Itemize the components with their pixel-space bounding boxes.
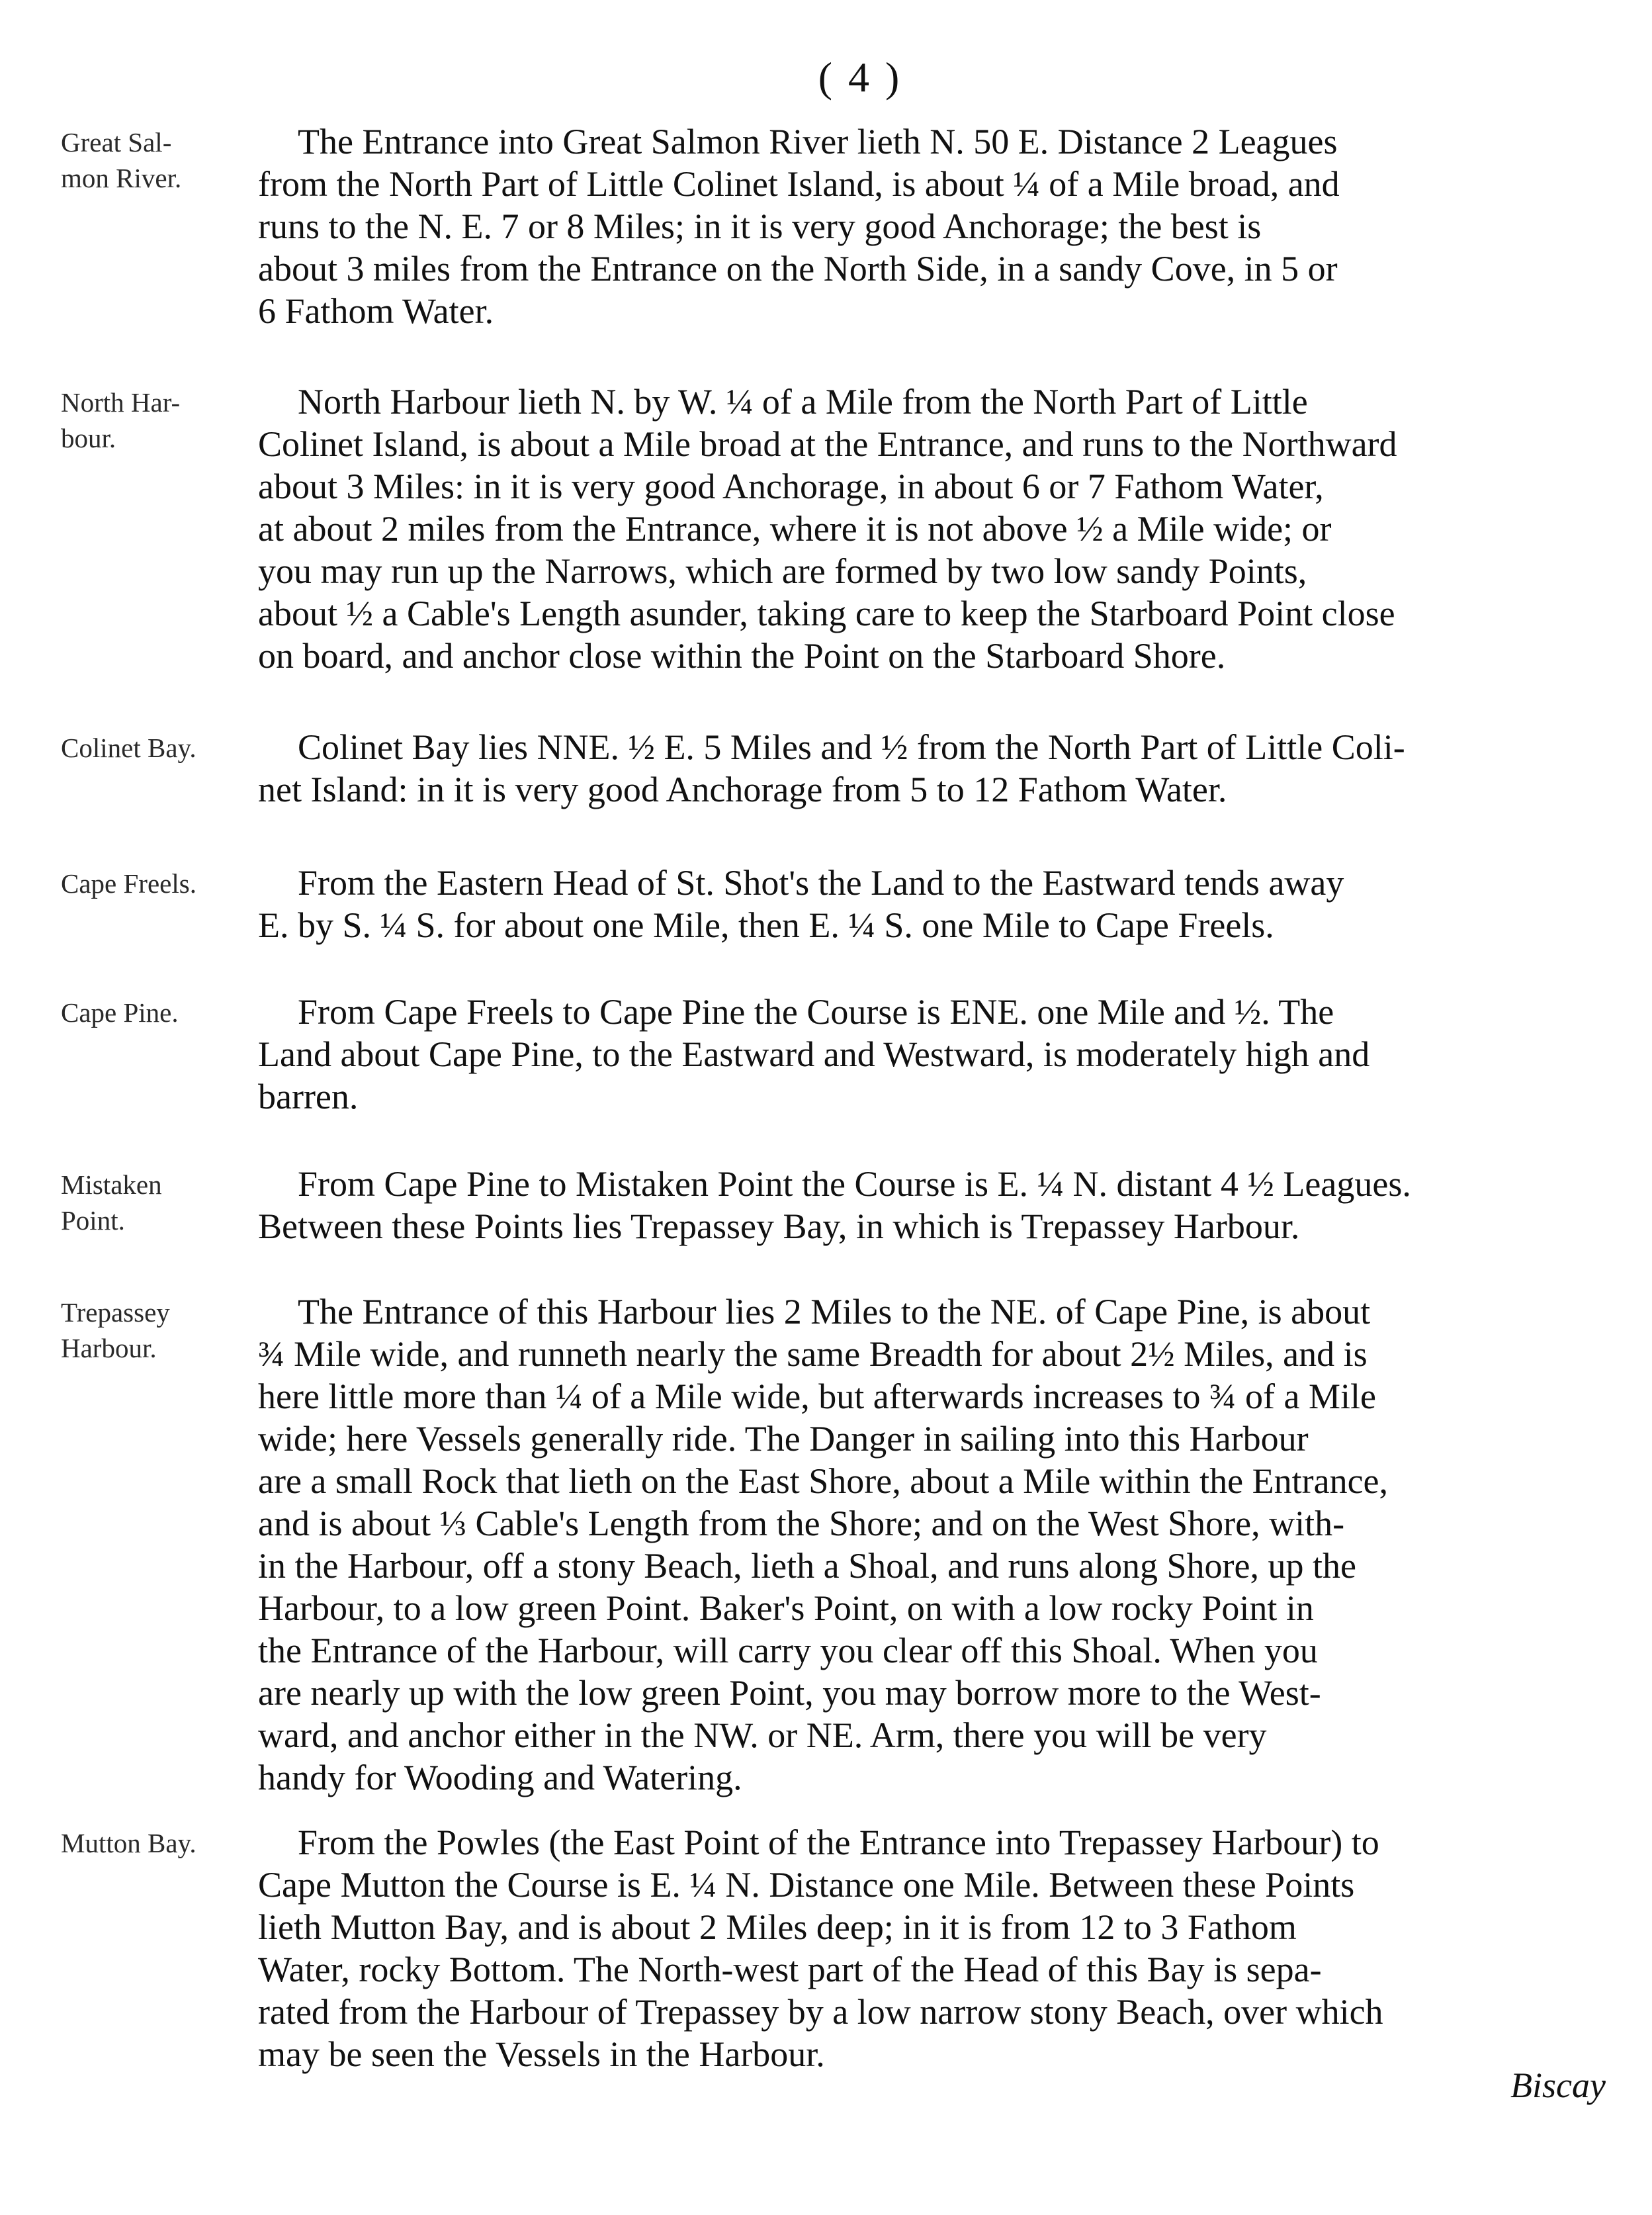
paragraph <box>258 1290 1601 1799</box>
margin-note-line: Trepassey <box>61 1297 170 1328</box>
paragraph-line: you may run up the Narrows, which are formed by two low sandy Points, <box>258 551 1307 591</box>
paragraph-line: Colinet Bay lies NNE. ½ E. 5 Miles and ½ from the North Part of Little Coli- <box>298 727 1405 767</box>
margin-note <box>61 1167 253 1238</box>
paragraph-line: are nearly up with the low green Point, you may borrow more to the West- <box>258 1673 1321 1713</box>
paragraph-line: handy for Wooding and Watering. <box>258 1758 742 1797</box>
paragraph-line: E. by S. ¼ S. for about one Mile, then E. ¼ S. one Mile to Cape Freels. <box>258 905 1274 945</box>
paragraph-line: ward, and anchor either in the NW. or NE. Arm, there you will be very <box>258 1715 1267 1755</box>
paragraph-line: The Entrance of this Harbour lies 2 Miles to the NE. of Cape Pine, is about <box>298 1292 1371 1332</box>
margin-note-line: Harbour. <box>61 1333 157 1363</box>
paragraph-line: are a small Rock that lieth on the East Shore, about a Mile within the Entrance, <box>258 1461 1389 1501</box>
margin-note <box>61 1294 253 1366</box>
paragraph-line: From the Eastern Head of St. Shot's the Land to the Eastward tends away <box>298 863 1344 903</box>
paragraph-line: at about 2 miles from the Entrance, where it is not above ½ a Mile wide; or <box>258 509 1332 549</box>
paragraph-line: about 3 Miles: in it is very good Anchorage, in about 6 or 7 Fathom Water, <box>258 467 1324 506</box>
paragraph-line: in the Harbour, off a stony Beach, lieth a Shoal, and runs along Shore, up the <box>258 1546 1356 1586</box>
paragraph <box>258 862 1601 946</box>
paragraph-line: Cape Mutton the Course is E. ¼ N. Distance one Mile. Between these Points <box>258 1865 1355 1905</box>
margin-note-line: Colinet Bay. <box>61 733 196 763</box>
paragraph-line: barren. <box>258 1077 359 1116</box>
margin-note <box>61 995 253 1030</box>
margin-note-line: Cape Pine. <box>61 997 179 1028</box>
margin-note-line: Great Sal- <box>61 127 172 158</box>
margin-note <box>61 1825 253 1861</box>
paragraph-line: runs to the N. E. 7 or 8 Miles; in it is very good Anchorage; the best is <box>258 206 1262 246</box>
margin-note-line: bour. <box>61 423 116 453</box>
paragraph-line: ¾ Mile wide, and runneth nearly the same Breadth for about 2½ Miles, and is <box>258 1334 1368 1374</box>
paragraph-line: From Cape Freels to Cape Pine the Course is ENE. one Mile and ½. The <box>298 992 1334 1032</box>
paragraph <box>258 120 1601 332</box>
margin-note-line: mon River. <box>61 163 182 193</box>
paragraph-line: on board, and anchor close within the Point on the Starboard Shore. <box>258 636 1226 676</box>
paragraph-line: Colinet Island, is about a Mile broad at the Entrance, and runs to the Northward <box>258 424 1397 464</box>
paragraph-line: Water, rocky Bottom. The North-west part of the Head of this Bay is sepa- <box>258 1950 1322 1989</box>
paragraph-line: Harbour, to a low green Point. Baker's Point, on with a low rocky Point in <box>258 1588 1314 1628</box>
page-number: ( 4 ) <box>818 54 902 101</box>
paragraph <box>258 1821 1601 2075</box>
paragraph-line: 6 Fathom Water. <box>258 291 494 331</box>
paragraph-line: from the North Part of Little Colinet Island, is about ¼ of a Mile broad, and <box>258 164 1340 204</box>
paragraph-line: may be seen the Vessels in the Harbour. <box>258 2034 825 2074</box>
margin-note <box>61 124 253 196</box>
paragraph-line: net Island: in it is very good Anchorage from 5 to 12 Fathom Water. <box>258 770 1227 809</box>
margin-note-line: Mutton Bay. <box>61 1828 196 1858</box>
margin-note <box>61 866 253 901</box>
paragraph-line: the Entrance of the Harbour, will carry you clear off this Shoal. When you <box>258 1631 1318 1670</box>
catchword: Biscay <box>1510 2065 1606 2105</box>
margin-note-line: North Har- <box>61 387 181 418</box>
paragraph-line: and is about ⅓ Cable's Length from the Shore; and on the West Shore, with- <box>258 1504 1345 1543</box>
paragraph-line: Between these Points lies Trepassey Bay, in which is Trepassey Harbour. <box>258 1206 1300 1246</box>
margin-note-line: Point. <box>61 1205 125 1236</box>
paragraph-line: about ½ a Cable's Length asunder, taking care to keep the Starboard Point close <box>258 594 1395 633</box>
paragraph-line: The Entrance into Great Salmon River lieth N. 50 E. Distance 2 Leagues <box>298 122 1338 161</box>
margin-note <box>61 730 253 766</box>
paragraph-line: North Harbour lieth N. by W. ¼ of a Mile from the North Part of Little <box>298 382 1308 422</box>
paragraph-line: wide; here Vessels generally ride. The Danger in sailing into this Harbour <box>258 1419 1309 1459</box>
paragraph <box>258 1163 1601 1247</box>
paragraph <box>258 991 1601 1118</box>
margin-note-line: Cape Freels. <box>61 868 196 899</box>
margin-note-line: Mistaken <box>61 1169 162 1200</box>
paragraph <box>258 381 1601 677</box>
margin-note <box>61 384 253 456</box>
paragraph-line: From the Powles (the East Point of the Entrance into Trepassey Harbour) to <box>298 1823 1379 1862</box>
paragraph-line: here little more than ¼ of a Mile wide, but afterwards increases to ¾ of a Mile <box>258 1377 1376 1416</box>
paragraph-line: From Cape Pine to Mistaken Point the Course is E. ¼ N. distant 4 ½ Leagues. <box>298 1164 1411 1204</box>
paragraph <box>258 726 1601 811</box>
paragraph-line: Land about Cape Pine, to the Eastward and Westward, is moderately high and <box>258 1034 1370 1074</box>
paragraph-line: about 3 miles from the Entrance on the North Side, in a sandy Cove, in 5 or <box>258 249 1338 289</box>
paragraph-line: rated from the Harbour of Trepassey by a low narrow stony Beach, over which <box>258 1992 1383 2032</box>
paragraph-line: lieth Mutton Bay, and is about 2 Miles deep; in it is from 12 to 3 Fathom <box>258 1907 1297 1947</box>
